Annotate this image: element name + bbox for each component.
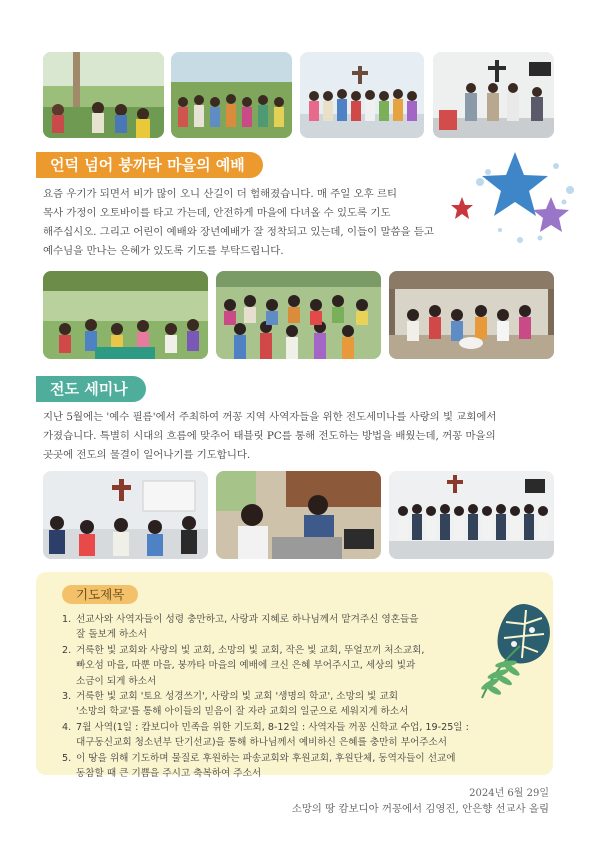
photo-seminar-group bbox=[389, 471, 554, 559]
photo-worship-shelter bbox=[389, 271, 554, 359]
prayer-item-line: 7월 사역(1일 : 캄보디아 민족을 위한 기도회, 8-12일 : 사역자들 꺼꽁 신학교 수업, 19-25일 : bbox=[76, 721, 469, 733]
paragraph-line: 지난 5월에는 '예수 필름'에서 주최하여 꺼꽁 지역 사역자들을 위한 전도세미나를 사랑의 빛 교회에서 bbox=[43, 411, 497, 423]
prayer-item bbox=[64, 751, 469, 782]
photo-seminar-classroom bbox=[43, 471, 208, 559]
prayer-item-line: 거룩한 빛 교회 '토요 성경쓰기', 사랑의 빛 교회 '생명의 학교', 소망의 빛 교회 bbox=[76, 691, 399, 703]
paragraph-line: 예수님을 만나는 은혜가 있도록 기도를 부탁드립니다. bbox=[43, 245, 284, 257]
photo-church-group-indoor bbox=[300, 52, 424, 138]
prayer-item-number: 3. bbox=[62, 691, 72, 703]
photo-church-leaders bbox=[433, 52, 554, 138]
prayer-item-line: 빠오섬 마을, 따뿐 마을, 붕까타 마을의 예배에 크신 은혜 부어주시고, 세상의 빛과 bbox=[76, 660, 416, 672]
letter-date: 2024년 6월 29일 bbox=[469, 788, 549, 799]
prayer-item-number: 4. bbox=[62, 721, 72, 733]
prayer-item-number: 2. bbox=[62, 644, 72, 656]
palm-leaf-icon bbox=[476, 640, 526, 700]
section-title-evangelism-seminar: 전도 세미나 bbox=[36, 376, 146, 402]
prayer-item-line: '소망의 학교'를 통해 아이들의 믿음이 잘 자라 교회의 일군으로 세워지게 하소서 bbox=[76, 706, 409, 718]
photo-village-group bbox=[171, 52, 292, 138]
prayer-item bbox=[64, 643, 469, 689]
letter-signature: 소망의 땅 캄보디아 꺼꽁에서 김영진, 안은향 선교사 올림 bbox=[291, 803, 549, 815]
prayer-list bbox=[64, 612, 469, 781]
section-title-bungkata-worship: 언덕 넘어 붕까타 마을의 예배 bbox=[36, 152, 263, 178]
paragraph-line: 곳곳에 전도의 물결이 일어나기를 기도합니다. bbox=[43, 449, 251, 461]
paragraph-line: 요즘 우기가 되면서 비가 많이 오니 산길이 더 험해졌습니다. 매 주일 오후 르티 bbox=[43, 188, 398, 200]
prayer-item-number: 5. bbox=[62, 752, 72, 764]
paragraph-line: 가졌습니다. 특별히 시대의 흐름에 맞추어 태블릿 PC를 통해 전도하는 방법을 배웠는데, 꺼꽁 마을의 bbox=[43, 430, 496, 442]
paragraph-line: 해주십시오. 그리고 어린이 예배와 장년예배가 잘 정착되고 있는데, 이들이 말씀을 듣고 bbox=[43, 226, 434, 238]
prayer-item-line: 대구동신교회 청소년부 단기선교)을 통해 하나님께서 예비하신 은혜를 충만히 부어주소서 bbox=[76, 737, 448, 749]
section2-paragraph bbox=[43, 408, 496, 465]
prayer-item-line: 거룩한 빛 교회와 사랑의 빛 교회, 소망의 빛 교회, 작은 빛 교회, 뚜얼꼬끼 처소교회, bbox=[76, 644, 425, 656]
prayer-item bbox=[64, 612, 469, 643]
prayer-item-line: 잘 돌보게 하소서 bbox=[76, 629, 147, 641]
photo-village-children-outdoor bbox=[43, 52, 164, 138]
prayer-item bbox=[64, 689, 469, 720]
paragraph-line: 목사 가정이 오토바이를 타고 가는데, 안전하게 마을에 다녀올 수 있도록 기도 bbox=[43, 207, 391, 219]
prayer-heading: 기도제목 bbox=[62, 585, 138, 604]
prayer-item bbox=[64, 720, 469, 751]
section1-paragraph bbox=[43, 185, 434, 261]
prayer-item-line: 소금이 되게 하소서 bbox=[76, 675, 157, 687]
prayer-item-line: 이 땅을 위해 기도하며 물질로 후원하는 파송교회와 후원교회, 후원단체, 동역자들이 선교에 bbox=[76, 752, 456, 764]
prayer-item-line: 동참할 때 큰 기쁨을 주시고 축복하여 주소서 bbox=[76, 768, 262, 780]
prayer-item-line: 선교사와 사역자들이 성령 충만하고, 사랑과 지혜로 하나님께서 맡겨주신 영혼들을 bbox=[76, 614, 419, 625]
photo-children-worship-outdoor bbox=[43, 271, 208, 359]
photo-adult-worship-outdoor bbox=[216, 271, 381, 359]
photo-tablet-training bbox=[216, 471, 381, 559]
bubble-dots-decoration bbox=[470, 160, 580, 250]
prayer-item-number: 1. bbox=[62, 614, 72, 625]
